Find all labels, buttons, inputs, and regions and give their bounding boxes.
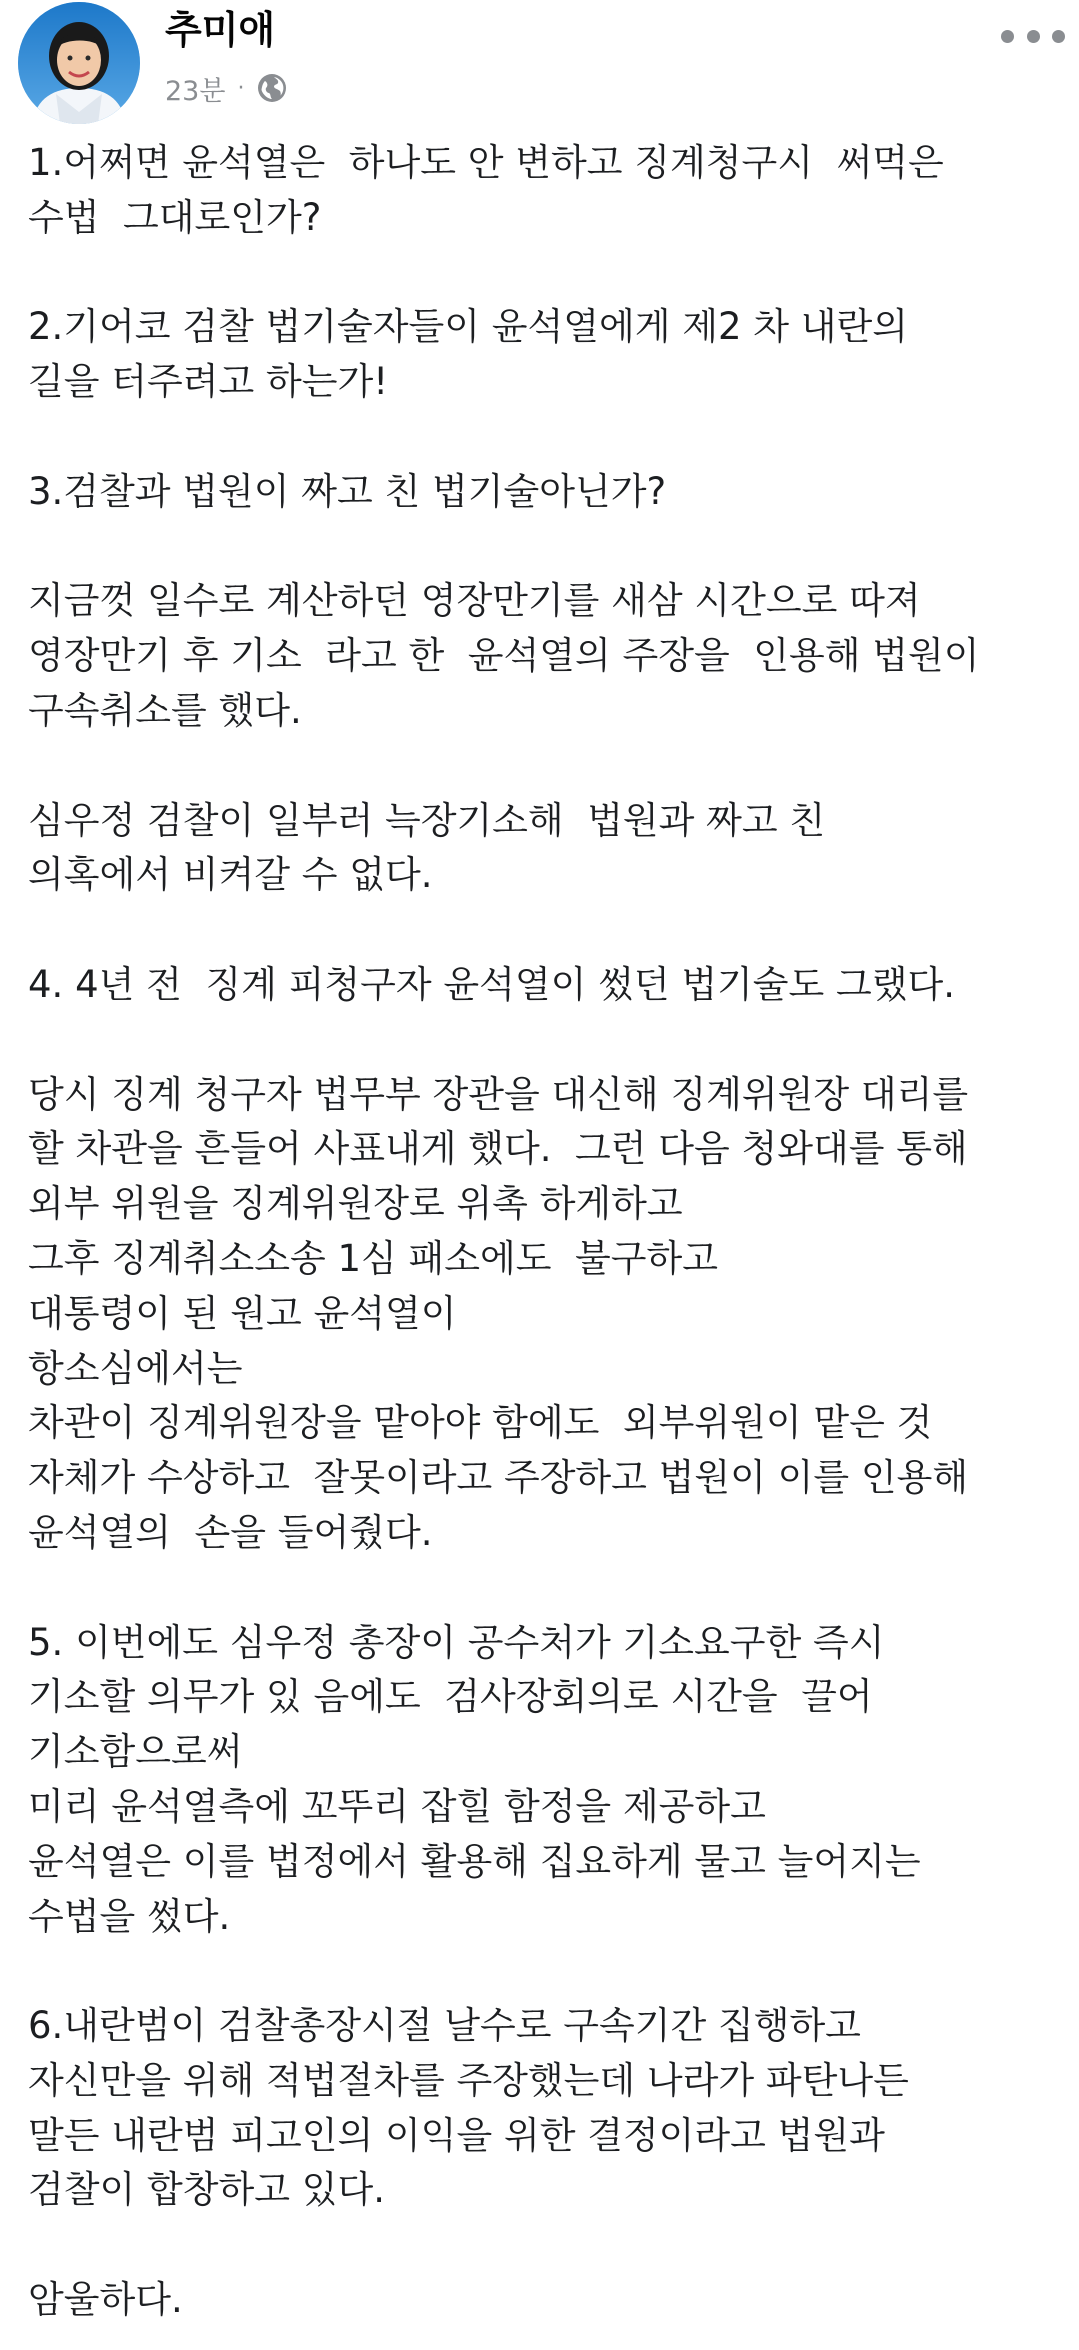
avatar-photo	[18, 2, 140, 124]
post-meta	[165, 68, 288, 108]
meta-separator: ·	[237, 75, 245, 101]
post-time[interactable]: 23분	[165, 75, 226, 107]
post-header	[0, 0, 1079, 125]
more-options-dot	[1027, 30, 1040, 43]
avatar[interactable]	[18, 2, 140, 124]
post-body-text: 1.어쩌면 윤석열은 하나도 안 변하고 징계청구시 써먹은 수법 그대로인가? 2.기어코 검찰 법기술자들이 윤석열에게 제2 차 내란의 길을 터주려고 하는가! 3.검찰과 법원이 짜고 친 법기술아닌가? 지금껏 일수로 계산하던 영장만기를 새삼 시간으로 따져 영장만기 후 기소 라고 한 윤석열의 주장을 인용해 법원이 구속취소를 했다. 심우정 검찰이 일부러 늑장기소해 법원과 짜고 친 의혹에서 비켜갈 수 없다. 4. 4년 전 징계 피청구자 윤석열이 썼던 법기술도 그랬다. 당시 징계 청구자 법무부 장관을 대신해 징계위원장 대리를 할 차관을 흔들어 사표내게 했다. 그런 다음 청와대를 통해 외부 위원을 징계위원장로 위촉 하게하고 그후 징계취소소송 1심 패소에도 불구하고 대통령이 된 원고 윤석열이 항소심에서는 차관이 징계위원장을 맡아야 함에도 외부위원이 맡은 것 자체가 수상하고 잘못이라고 주장하고 법원이 이를 인용해 윤석열의 손을 들어줬다. 5. 이번에도 심우정 총장이 공수처가 기소요구한 즉시 기소할 의무가 있 음에도 검사장회의로 시간을 끌어 기소함으로써 미리 윤석열측에 꼬뚜리 잡힐 함정을 제공하고 윤석열은 이를 법정에서 활용해 집요하게 물고 늘어지는 수법을 썼다. 6.내란범이 검찰총장시절 날수로 구속기간 집행하고 자신만을 위해 적법절차를 주장했는데 나라가 파탄나든 말든 내란범 피고인의 이익을 위한 결정이라고 법원과 검찰이 합창하고 있다. 암울하다.	[28, 141, 980, 2322]
more-options-dot	[1052, 30, 1065, 43]
more-options-button[interactable]	[1001, 18, 1065, 54]
more-options-icon	[1001, 30, 1014, 43]
globe-icon	[256, 72, 288, 104]
author-name[interactable]: 추미애	[165, 8, 276, 52]
